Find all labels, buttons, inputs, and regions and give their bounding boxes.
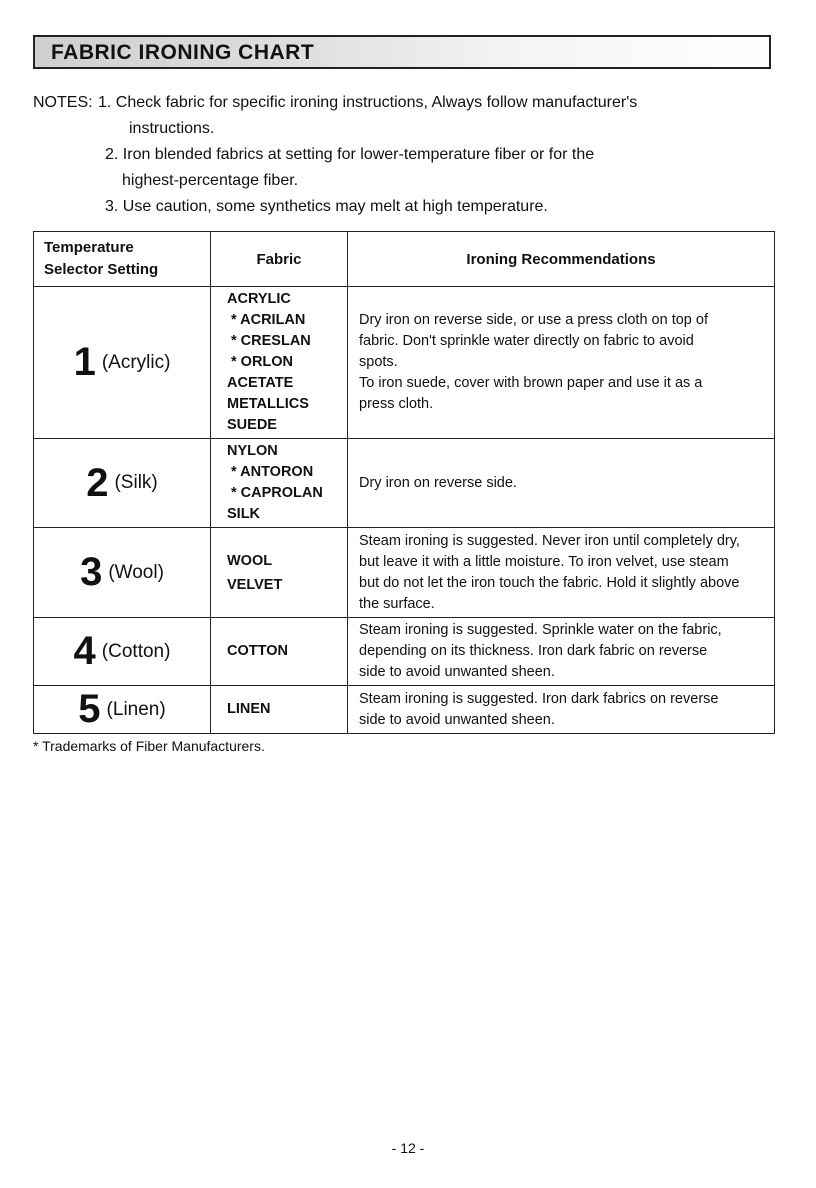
fabric-cell — [211, 618, 348, 686]
recommendation-line: but do not let the iron touch the fabric. Hold it slightly above — [359, 574, 740, 591]
setting-name: (Linen) — [106, 698, 166, 720]
fabric-cell — [211, 528, 348, 618]
header-recommendations: Ironing Recommendations — [348, 232, 775, 287]
recommendation-line: fabric. Don't sprinkle water directly on fabric to avoid — [359, 333, 694, 349]
table-row — [34, 528, 775, 618]
fabric-item: VELVET — [227, 576, 283, 593]
fabric-item: NYLON — [227, 443, 278, 459]
trademark-footnote: * Trademarks of Fiber Manufacturers. — [33, 738, 265, 754]
fabric-item: SUEDE — [227, 417, 277, 433]
setting-name: (Silk) — [114, 472, 158, 493]
ironing-chart-table — [33, 231, 775, 734]
fabric-item: ACRYLIC — [227, 291, 291, 307]
fabric-item: METALLICS — [227, 396, 309, 412]
header-temperature-setting — [34, 232, 211, 287]
notes-label: NOTES: — [33, 94, 93, 111]
fabric-item: SILK — [227, 506, 261, 522]
page-number: - 12 - — [391, 1140, 425, 1156]
recommendation-line: press cloth. — [359, 396, 434, 412]
note-line: highest-percentage fiber. — [122, 172, 299, 189]
setting-number: 4 — [73, 629, 96, 673]
setting-cell — [34, 287, 211, 439]
fabric-cell — [211, 686, 348, 734]
fabric-item: * ANTORON — [231, 464, 314, 480]
setting-name: (Acrylic) — [101, 351, 171, 373]
setting-number: 1 — [73, 340, 96, 384]
fabric-item: * ORLON — [231, 354, 294, 370]
recommendation-line: depending on its thickness. Iron dark fabric on reverse — [359, 643, 708, 659]
fabric-item: ACETATE — [227, 375, 294, 391]
page-title: FABRIC IRONING CHART — [51, 41, 315, 64]
chart-title-box — [33, 35, 771, 69]
setting-number: 5 — [78, 687, 101, 731]
recommendation-line: side to avoid unwanted sheen. — [359, 711, 555, 728]
fabric-item: * CRESLAN — [231, 333, 311, 349]
setting-number: 3 — [80, 550, 103, 594]
recommendation-cell — [348, 287, 775, 439]
table-row — [34, 618, 775, 686]
fabric-item: * ACRILAN — [231, 312, 306, 328]
recommendation-line: Steam ironing is suggested. Sprinkle water on the fabric, — [359, 622, 722, 638]
recommendation-line: Dry iron on reverse side, or use a press cloth on top of — [359, 312, 708, 328]
recommendation-cell — [348, 528, 775, 618]
setting-cell — [34, 618, 211, 686]
fabric-item: COTTON — [227, 643, 288, 659]
recommendation-cell — [348, 439, 775, 528]
recommendation-line: Steam ironing is suggested. Never iron until completely dry, — [359, 532, 740, 549]
table-row — [34, 287, 775, 439]
recommendation-line: Steam ironing is suggested. Iron dark fabrics on reverse — [359, 690, 719, 707]
fabric-item: LINEN — [227, 701, 271, 717]
setting-number: 2 — [86, 460, 109, 505]
fabric-cell — [211, 287, 348, 439]
note-line: instructions. — [129, 120, 215, 137]
fabric-cell — [211, 439, 348, 528]
recommendation-line: spots. — [359, 354, 398, 370]
recommendation-line: the surface. — [359, 595, 435, 612]
recommendation-line: Dry iron on reverse side. — [359, 474, 517, 491]
table-row — [34, 686, 775, 734]
setting-cell — [34, 439, 211, 528]
fabric-item: WOOL — [227, 552, 273, 569]
note-line: 3. Use caution, some synthetics may melt at high temperature. — [105, 198, 548, 215]
recommendation-line: side to avoid unwanted sheen. — [359, 664, 555, 680]
table-header-row — [34, 232, 775, 287]
header-temp-line1: Temperature — [44, 239, 134, 256]
recommendation-line: To iron suede, cover with brown paper and use it as a — [359, 375, 703, 391]
table-row — [34, 439, 775, 528]
setting-cell — [34, 686, 211, 734]
note-line: 2. Iron blended fabrics at setting for lower-temperature fiber or for the — [105, 146, 595, 163]
setting-name: (Wool) — [108, 561, 164, 583]
recommendation-line: but leave it with a little moisture. To iron velvet, use steam — [359, 553, 729, 570]
recommendation-cell — [348, 686, 775, 734]
recommendation-cell — [348, 618, 775, 686]
header-temp-line2: Selector Setting — [44, 261, 159, 278]
setting-name: (Cotton) — [101, 640, 171, 662]
note-line: 1. Check fabric for specific ironing instructions, Always follow manufacturer's — [98, 94, 638, 111]
fabric-item: * CAPROLAN — [231, 485, 323, 501]
setting-cell — [34, 528, 211, 618]
header-fabric: Fabric — [211, 232, 348, 287]
